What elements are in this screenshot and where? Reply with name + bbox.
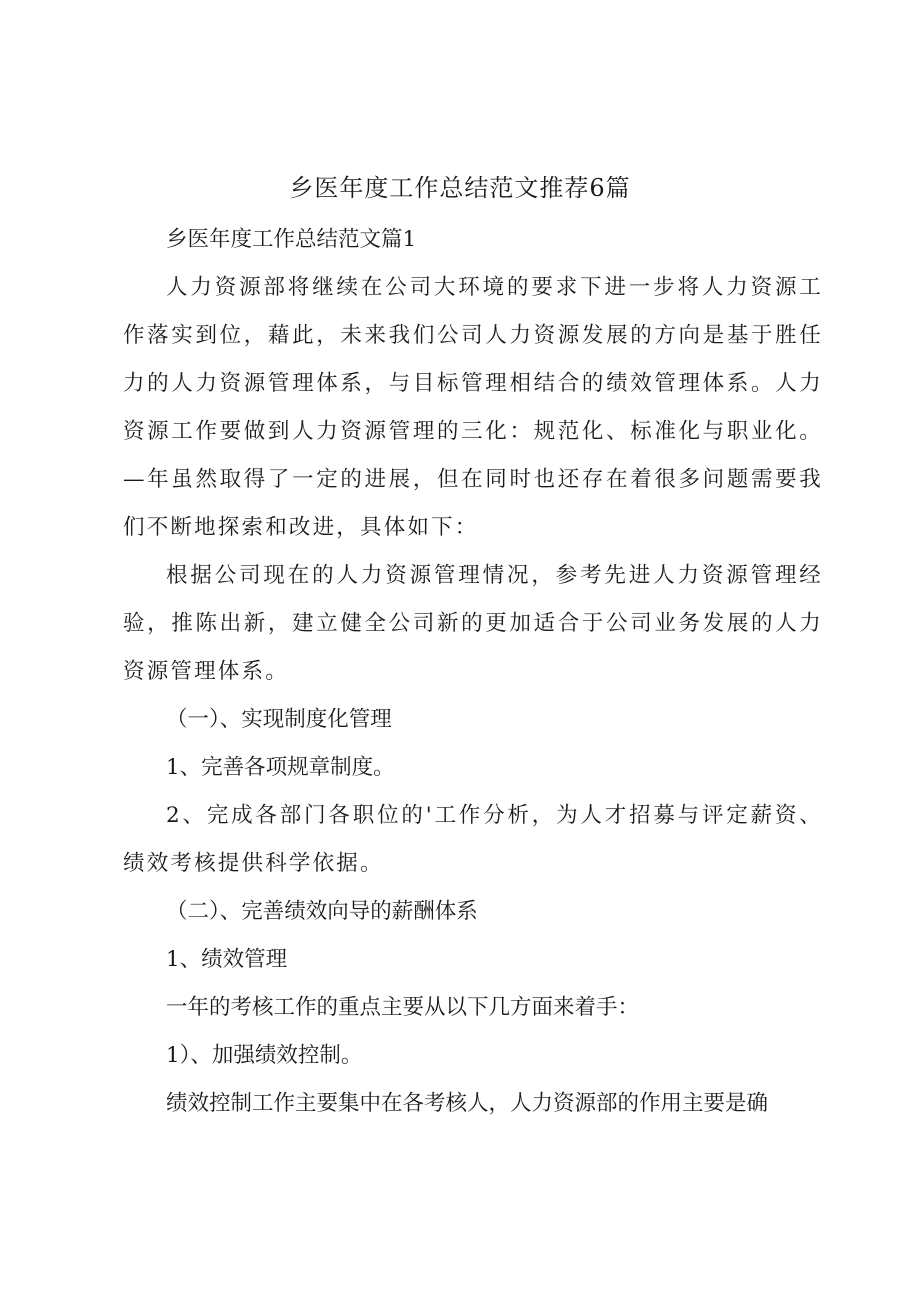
intro-paragraph: 人力资源部将继续在公司大环境的要求下进一步将人力资源工作落实到位，藉此，未来我们公司人力资源发展的方向是基于胜任力的人力资源管理体系，与目标管理相结合的绩效管理体系。人力资源工作要做到人力资源管理的三化：规范化、标准化与职业化。—年虽然取得了一定的进展，但在同时也还存在着很多问题需要我们不断地探索和改进，具体如下： — [123, 275, 823, 540]
assessment-paragraph: 一年的考核工作的重点主要从以下几方面来着手： — [166, 995, 640, 1020]
document-title: 乡医年度工作总结范文推荐6篇 — [289, 174, 631, 202]
document-body — [123, 216, 823, 1128]
subheading-2: （二）、完善绩效向导的薪酬体系 — [166, 899, 478, 924]
subheading-1: （一）、实现制度化管理 — [166, 707, 392, 732]
item-2-1-1: 1）、加强绩效控制。 — [166, 1043, 363, 1068]
control-paragraph: 绩效控制工作主要集中在各考核人，人力资源部的作用主要是确 — [166, 1091, 769, 1116]
item-1-2: 2、完成各部门各职位的'工作分析，为人才招募与评定薪资、绩效考核提供科学依据。 — [123, 803, 823, 876]
item-2-1: 1、绩效管理 — [166, 947, 288, 972]
plan-paragraph: 根据公司现在的人力资源管理情况，参考先进人力资源管理经验，推陈出新，建立健全公司新的更加适合于公司业务发展的人力资源管理体系。 — [123, 563, 823, 684]
section-heading-1: 乡医年度工作总结范文篇1 — [166, 227, 417, 252]
item-1-1: 1、完善各项规章制度。 — [166, 755, 395, 780]
